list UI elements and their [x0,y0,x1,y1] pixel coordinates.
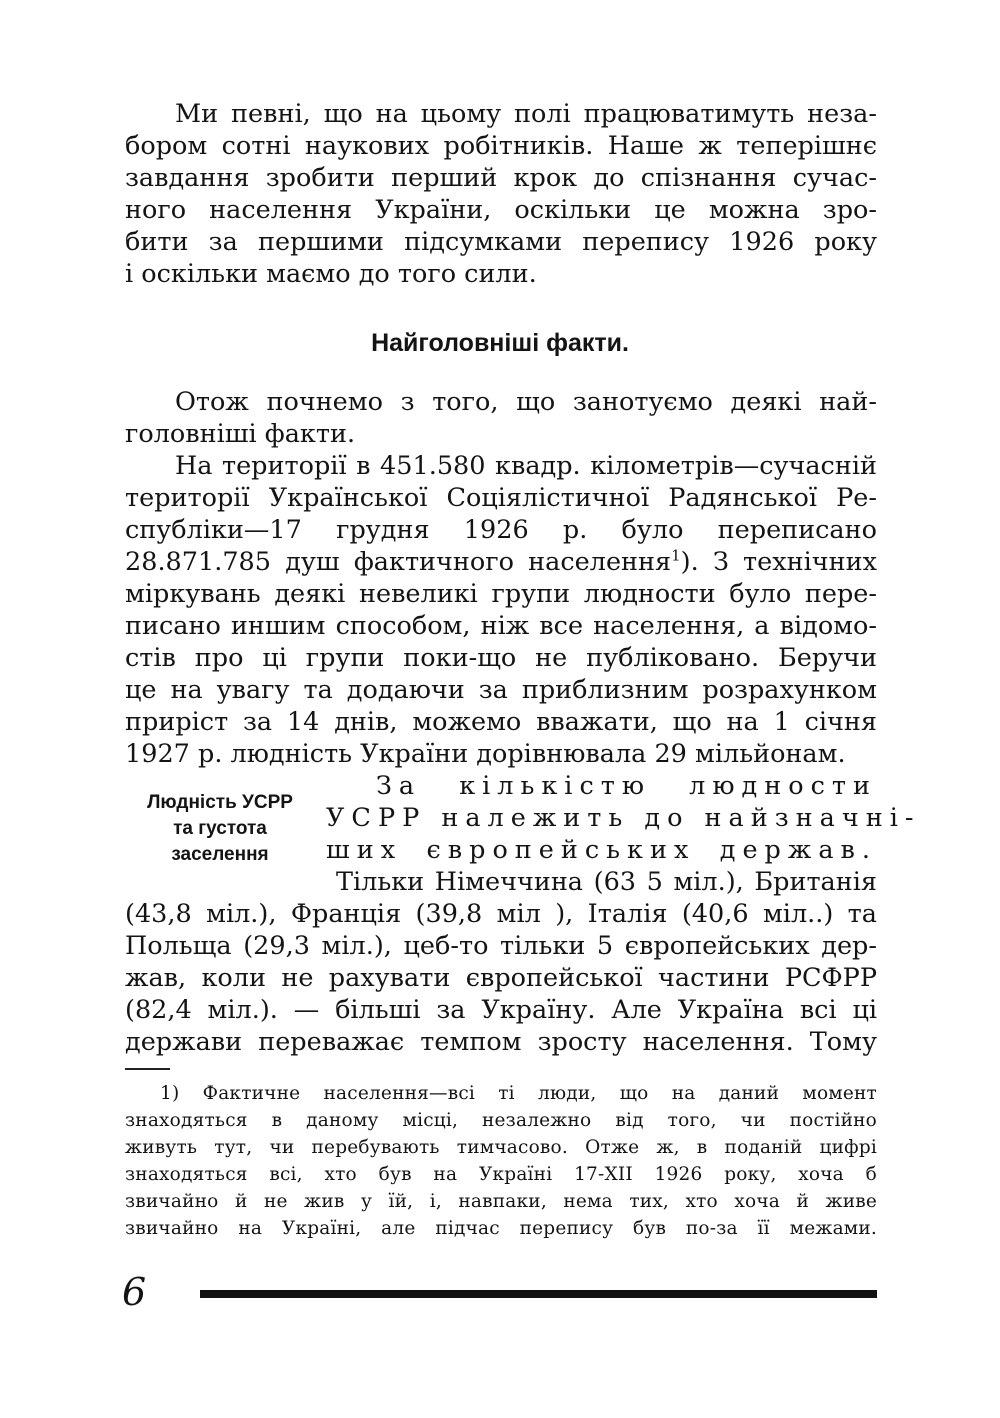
text-line: Отож почнемо з того, що занотуємо деякі най- [175,387,877,417]
text-line: Ми певні, що на цьому полі працюватимуть неза- [175,99,877,129]
footnote-line: звичайно на Україні, але підчас перепису був по-за її межами. [125,1218,877,1239]
text-line: держави переважає темпом зросту населення. Тому [125,1027,877,1057]
text-line: головніші факти. [125,419,356,449]
sidenote-line: Людність УСРР [147,792,293,813]
text-line: і оскільки маємо до того сили. [125,259,537,289]
bottom-decorative-rule [200,1290,877,1298]
text-line: Тільки Німеччина (63 5 міл.), Британія [336,867,877,897]
footnote [125,1080,877,1242]
footnote-line: знаходяться всі, хто був на Україні 17-XII 1926 року, хоча б [125,1164,877,1185]
footnote-reference[interactable]: 1 [671,546,681,565]
footnote-line: знаходяться в даному місці, незалежно від того, чи постійно [125,1110,877,1131]
text-line: За кількістю людности [376,771,877,801]
text-line: бити за першими підсумками перепису 1926 року [125,227,877,257]
text-line: писано иншим способом, ніж все населення, а відомо- [125,611,877,641]
text-line: завдання зробити перший крок до спізнання сучас- [125,163,877,193]
facts-intro-paragraph [125,386,877,450]
text-line: жав, коли не рахувати європейської частини РСФРР [125,963,877,993]
text-segment: Фактичне населення—всі ті люди, що на даний момент [202,1083,877,1104]
text-line: це на увагу та додаючи за приблизним розрахунком [125,675,877,705]
text-line-with-footnote [125,546,877,578]
text-segment: ). З технічних [680,547,877,577]
text-line: приріст за 14 днів, можемо вважати, що на 1 січня [125,707,877,737]
sidenote-line: заселення [171,844,269,865]
text-segment: 28.871.785 душ фактичного населення [125,547,672,577]
margin-sidenote [120,790,320,868]
text-line: Польща (29,3 міл.), цеб-то тільки 5 європейських дер- [125,931,877,961]
text-line: міркувань деякі невеликі групи людности було пере- [125,579,877,609]
footnote-marker: 1) [160,1083,180,1104]
text-line: УСРР належить до найзначні- [326,803,921,833]
intro-paragraph [125,98,877,290]
territory-paragraph [125,450,877,770]
footnote-separator [125,1068,170,1070]
text-line: ших європейських держав. [326,835,877,865]
footnote-line: живуть тут, чи перебувають тимчасово. Отже ж, в поданій цифрі [125,1137,877,1158]
sidenote-line: та густота [173,818,267,839]
text-line: (82,4 міл.). — більші за Україну. Але Україна всі ці [125,995,877,1025]
text-line: (43,8 міл.), Франція (39,8 міл ), Італія (40,6 міл..) та [125,899,877,929]
text-line: спубліки—17 грудня 1926 р. було переписано [125,515,877,545]
text-line: На території в 451.580 квадр. кілометрів—сучасній [175,451,877,481]
footnote-line [125,1080,877,1107]
section-heading: Найголовніші факти. [371,329,629,357]
page-number: 6 [122,1270,147,1314]
footnote-line: звичайно й не жив у їй, і, навпаки, нема тих, хто хоча й живе [125,1191,877,1212]
population-paragraph-continued [125,898,877,1058]
text-line: території Української Соціялістичної Радянської Ре- [125,483,877,513]
text-line: 1927 р. людність України дорівнювала 29 мільйонам. [125,739,846,769]
text-line: ного населення України, оскільки це можна зро- [125,195,877,225]
population-paragraph-start [326,770,921,898]
text-line: стів про ці групи поки-що не публіковано. Беручи [125,643,877,673]
text-line: бором сотні наукових робітників. Наше ж теперішнє [125,131,877,161]
